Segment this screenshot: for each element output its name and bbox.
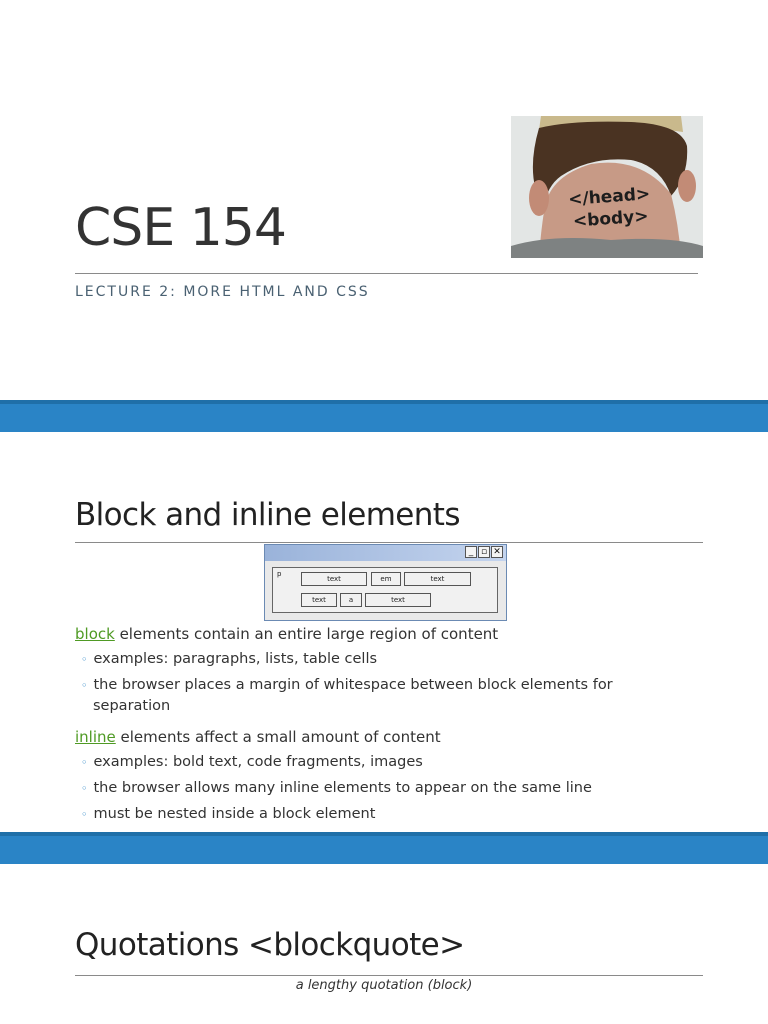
bullet-icon: ◦ (81, 756, 88, 769)
list-item (81, 778, 681, 799)
bullet-text: the browser places a margin of whitespace between block elements for (93, 677, 613, 693)
minimize-icon: _ (465, 546, 477, 558)
tattoo-text (554, 182, 667, 234)
slide-quotations (0, 864, 768, 1024)
heading-divider (75, 542, 703, 543)
slide-title (0, 0, 768, 400)
inline-box: em (371, 572, 401, 586)
title-divider (75, 273, 698, 274)
slide-separator-band (0, 832, 768, 864)
bullet-icon: ◦ (81, 653, 88, 666)
bullet-text: examples: paragraphs, lists, table cells (93, 651, 378, 667)
bullet-icon: ◦ (81, 782, 88, 795)
bullet-text: the browser allows many inline elements to appear on the same line (93, 780, 592, 796)
browser-window-diagram (264, 544, 507, 621)
inline-box: text (404, 572, 471, 586)
inline-description-text: elements affect a small amount of content (115, 728, 441, 746)
inline-box: text (301, 593, 337, 607)
list-item (81, 675, 681, 716)
list-item (81, 804, 681, 825)
restore-icon: ▫ (478, 546, 490, 558)
slide-subtitle: LECTURE 2: MORE HTML AND CSS (75, 284, 370, 300)
slide-separator-band (0, 400, 768, 432)
block-description-text: elements contain an entire large region of content (114, 625, 499, 643)
slide-heading: Quotations <blockquote> (75, 927, 465, 963)
slide-caption: a lengthy quotation (block) (295, 978, 473, 993)
inline-keyword-link[interactable]: inline (75, 728, 116, 746)
paragraph-label: p (277, 570, 282, 578)
tattoo-line-body: <body> (572, 206, 650, 232)
window-titlebar (265, 545, 506, 561)
close-icon: ✕ (491, 546, 503, 558)
bullet-text: must be nested inside a block element (93, 806, 376, 822)
tattoo-line-head: </head> (567, 184, 651, 210)
bullet-icon: ◦ (81, 808, 88, 821)
bullet-icon: ◦ (81, 679, 88, 692)
inline-box: text (301, 572, 367, 586)
neck-tattoo-photo (511, 116, 703, 258)
inline-description (75, 728, 441, 746)
list-item (81, 649, 681, 670)
paragraph-box (272, 567, 498, 613)
inline-box: text (365, 593, 431, 607)
block-description (75, 625, 498, 643)
bullet-text-continuation: separation (93, 698, 171, 714)
slide-block-inline (0, 432, 768, 832)
slide-title-heading: CSE 154 (75, 198, 286, 258)
inline-box: a (340, 593, 362, 607)
bullet-text: examples: bold text, code fragments, images (93, 754, 423, 770)
list-item (81, 752, 681, 773)
heading-divider (75, 975, 703, 976)
block-keyword-link[interactable]: block (75, 625, 115, 643)
slide-heading: Block and inline elements (75, 497, 460, 533)
